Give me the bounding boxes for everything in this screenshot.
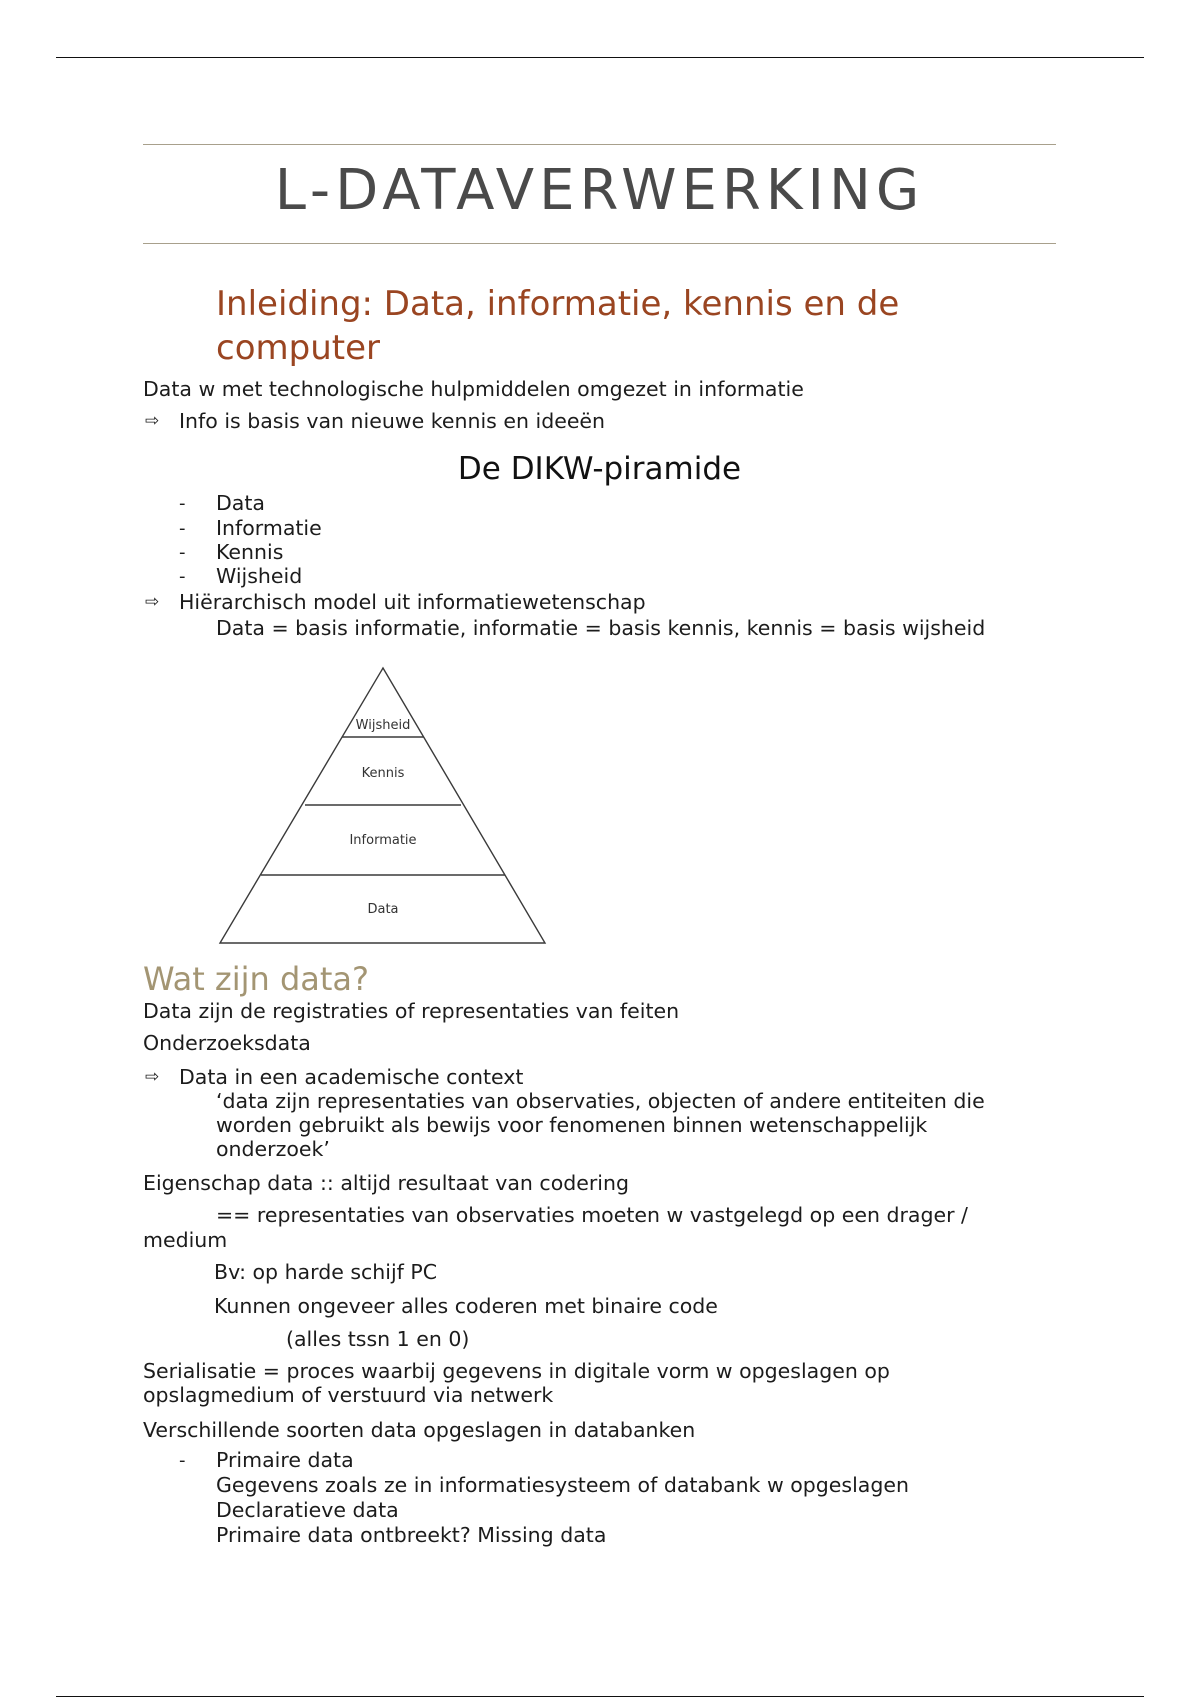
quote-line: ‘data zijn representaties van observaties, objecten of andere entiteiten die bbox=[216, 1089, 985, 1113]
list-sub-text: Declaratieve data bbox=[216, 1498, 399, 1522]
section-heading-line1: Inleiding: Data, informatie, kennis en de bbox=[216, 284, 900, 324]
paragraph: (alles tssn 1 en 0) bbox=[286, 1327, 470, 1351]
dikw-list-item: Data bbox=[216, 491, 265, 515]
arrow-bullet-icon: ⇨ bbox=[145, 592, 160, 612]
paragraph: opslagmedium of verstuurd via netwerk bbox=[143, 1383, 554, 1407]
arrow-bullet-icon: ⇨ bbox=[145, 411, 160, 431]
dash-bullet-icon: - bbox=[179, 1450, 186, 1471]
list-sub-text: Gegevens zoals ze in informatiesysteem of databank w opgeslagen bbox=[216, 1473, 909, 1497]
quote-line: worden gebruikt als bewijs voor fenomenen binnen wetenschappelijk bbox=[216, 1113, 928, 1137]
paragraph: Onderzoeksdata bbox=[143, 1031, 311, 1055]
dikw-heading: De DIKW-piramide bbox=[457, 451, 742, 487]
pyramid-label-kennis: Kennis bbox=[361, 766, 405, 781]
title-top-rule bbox=[143, 144, 1056, 145]
paragraph: medium bbox=[143, 1228, 228, 1252]
arrow-bullet-icon: ⇨ bbox=[145, 1067, 160, 1087]
paragraph: Data w met technologische hulpmiddelen omgezet in informatie bbox=[143, 377, 804, 401]
paragraph: Data zijn de registraties of representaties van feiten bbox=[143, 999, 680, 1023]
paragraph: Bv: op harde schijf PC bbox=[214, 1260, 438, 1284]
paragraph: == representaties van observaties moeten w vastgelegd op een drager / bbox=[216, 1203, 968, 1227]
list-item: Primaire data bbox=[216, 1448, 354, 1472]
paragraph: Serialisatie = proces waarbij gegevens in digitale vorm w opgeslagen op bbox=[143, 1359, 890, 1383]
dash-bullet-icon: - bbox=[179, 493, 186, 514]
list-sub-text: Primaire data ontbreekt? Missing data bbox=[216, 1523, 607, 1547]
page-top-rule bbox=[56, 57, 1144, 58]
paragraph: Kunnen ongeveer alles coderen met binaire code bbox=[214, 1294, 718, 1318]
document-title: L-DATAVERWERKING bbox=[274, 158, 925, 223]
arrow-list-item: Data in een academische context bbox=[179, 1065, 524, 1089]
dash-bullet-icon: - bbox=[179, 542, 186, 563]
arrow-sub-text: Data = basis informatie, informatie = basis kennis, kennis = basis wijsheid bbox=[216, 616, 986, 640]
page-bottom-rule bbox=[56, 1696, 1144, 1697]
quote-line: onderzoek’ bbox=[216, 1137, 330, 1161]
dikw-list-item: Wijsheid bbox=[216, 564, 303, 588]
arrow-list-item: Hiërarchisch model uit informatiewetenschap bbox=[179, 590, 646, 614]
paragraph: Eigenschap data :: altijd resultaat van codering bbox=[143, 1171, 629, 1195]
section-heading-line2: computer bbox=[216, 328, 380, 368]
pyramid-label-data: Data bbox=[367, 902, 399, 917]
title-bottom-rule bbox=[143, 243, 1056, 244]
dikw-pyramid-diagram bbox=[215, 665, 551, 947]
arrow-list-item: Info is basis van nieuwe kennis en ideeën bbox=[179, 409, 606, 433]
section-heading: Wat zijn data? bbox=[143, 960, 370, 998]
dash-bullet-icon: - bbox=[179, 566, 186, 587]
dikw-list-item: Kennis bbox=[216, 540, 284, 564]
dash-bullet-icon: - bbox=[179, 518, 186, 539]
pyramid-label-wijsheid: Wijsheid bbox=[355, 718, 411, 733]
paragraph: Verschillende soorten data opgeslagen in databanken bbox=[143, 1418, 696, 1442]
pyramid-label-informatie: Informatie bbox=[349, 833, 417, 848]
dikw-list-item: Informatie bbox=[216, 516, 322, 540]
